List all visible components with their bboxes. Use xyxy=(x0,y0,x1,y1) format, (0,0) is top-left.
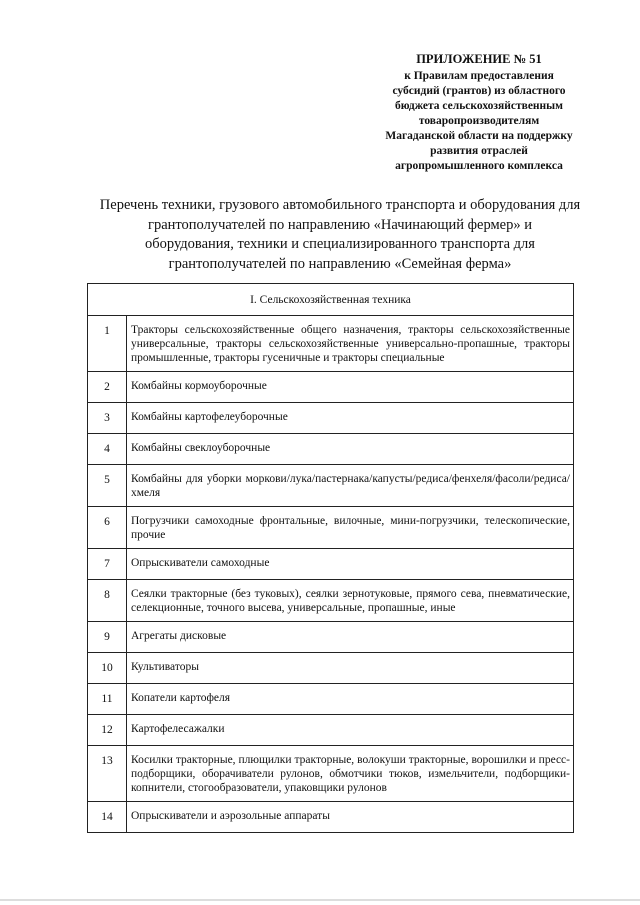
table-row xyxy=(88,802,574,833)
row-number: 6 xyxy=(88,507,127,549)
section-row xyxy=(88,284,574,316)
appendix-line: развития отраслей xyxy=(430,145,528,157)
row-number: 11 xyxy=(88,684,127,715)
table-row xyxy=(88,403,574,434)
appendix-line: к Правилам предоставления xyxy=(404,70,554,82)
heading-line: Перечень техники, грузового автомобильного транспорта и оборудования для xyxy=(99,197,581,213)
table-row xyxy=(88,465,574,507)
row-description: Погрузчики самоходные фронтальные, вилочные, мини-погрузчики, телескопические, прочие xyxy=(127,507,574,549)
row-description: Тракторы сельскохозяйственные общего назначения, тракторы сельскохозяйственные универсальные, тракторы сельскохозяйственные универсально-пропашные, тракторы промышленные, тракторы гусеничные и тракторы специальные xyxy=(127,316,574,372)
row-number: 4 xyxy=(88,434,127,465)
row-description: Комбайны свеклоуборочные xyxy=(127,434,574,465)
table-row xyxy=(88,316,574,372)
document-heading xyxy=(70,196,610,274)
table-row xyxy=(88,622,574,653)
table-row xyxy=(88,434,574,465)
row-number: 13 xyxy=(88,746,127,802)
scan-edge-divider xyxy=(0,899,640,901)
row-description: Опрыскиватели и аэрозольные аппараты xyxy=(127,802,574,833)
heading-line: оборудования, техники и специализированного транспорта для xyxy=(145,236,535,252)
row-number: 7 xyxy=(88,549,127,580)
row-description: Сеялки тракторные (без туковых), сеялки зернотуковые, прямого сева, пневматические, селекционные, точного высева, универсальные, пропашные, иные xyxy=(127,580,574,622)
row-description: Опрыскиватели самоходные xyxy=(127,549,574,580)
row-description: Косилки тракторные, плющилки тракторные, волокуши тракторные, ворошилки и пресс-подборщики, оборачиватели рулонов, обмотчики тюков, измельчители, подборщики-копнители, стогообразователи, упаковщики рулонов xyxy=(127,746,574,802)
section-title: I. Сельскохозяйственная техника xyxy=(88,284,574,316)
row-description: Картофелесажалки xyxy=(127,715,574,746)
row-description: Культиваторы xyxy=(127,653,574,684)
heading-line: грантополучателей по направлению «Начинающий фермер» и xyxy=(148,216,532,233)
row-number: 12 xyxy=(88,715,127,746)
row-number: 10 xyxy=(88,653,127,684)
row-number: 5 xyxy=(88,465,127,507)
equipment-table xyxy=(87,283,574,833)
appendix-title: ПРИЛОЖЕНИЕ № 51 xyxy=(416,52,542,66)
table-row xyxy=(88,684,574,715)
row-number: 14 xyxy=(88,802,127,833)
table-row xyxy=(88,507,574,549)
row-description: Копатели картофеля xyxy=(127,684,574,715)
appendix-line: бюджета сельскохозяйственным xyxy=(395,100,563,112)
row-description: Агрегаты дисковые xyxy=(127,622,574,653)
table-row xyxy=(88,580,574,622)
row-number: 2 xyxy=(88,372,127,403)
table-row xyxy=(88,372,574,403)
table-row xyxy=(88,653,574,684)
table-row xyxy=(88,715,574,746)
appendix-line: субсидий (грантов) из областного xyxy=(392,85,566,97)
heading-line: грантополучателей по направлению «Семейная ферма» xyxy=(168,255,512,272)
row-number: 3 xyxy=(88,403,127,434)
appendix-line: Магаданской области на поддержку xyxy=(385,130,573,142)
row-description: Комбайны кормоуборочные xyxy=(127,372,574,403)
row-number: 9 xyxy=(88,622,127,653)
appendix-line: товаропроизводителям xyxy=(418,115,540,127)
appendix-header xyxy=(350,52,608,174)
table-row xyxy=(88,549,574,580)
row-number: 1 xyxy=(88,316,127,372)
appendix-line: агропромышленного комплекса xyxy=(395,160,563,172)
row-number: 8 xyxy=(88,580,127,622)
row-description: Комбайны картофелеуборочные xyxy=(127,403,574,434)
table-row xyxy=(88,746,574,802)
row-description: Комбайны для уборки моркови/лука/пастернака/капусты/редиса/фенхеля/фасоли/редиса/хмеля xyxy=(127,465,574,507)
